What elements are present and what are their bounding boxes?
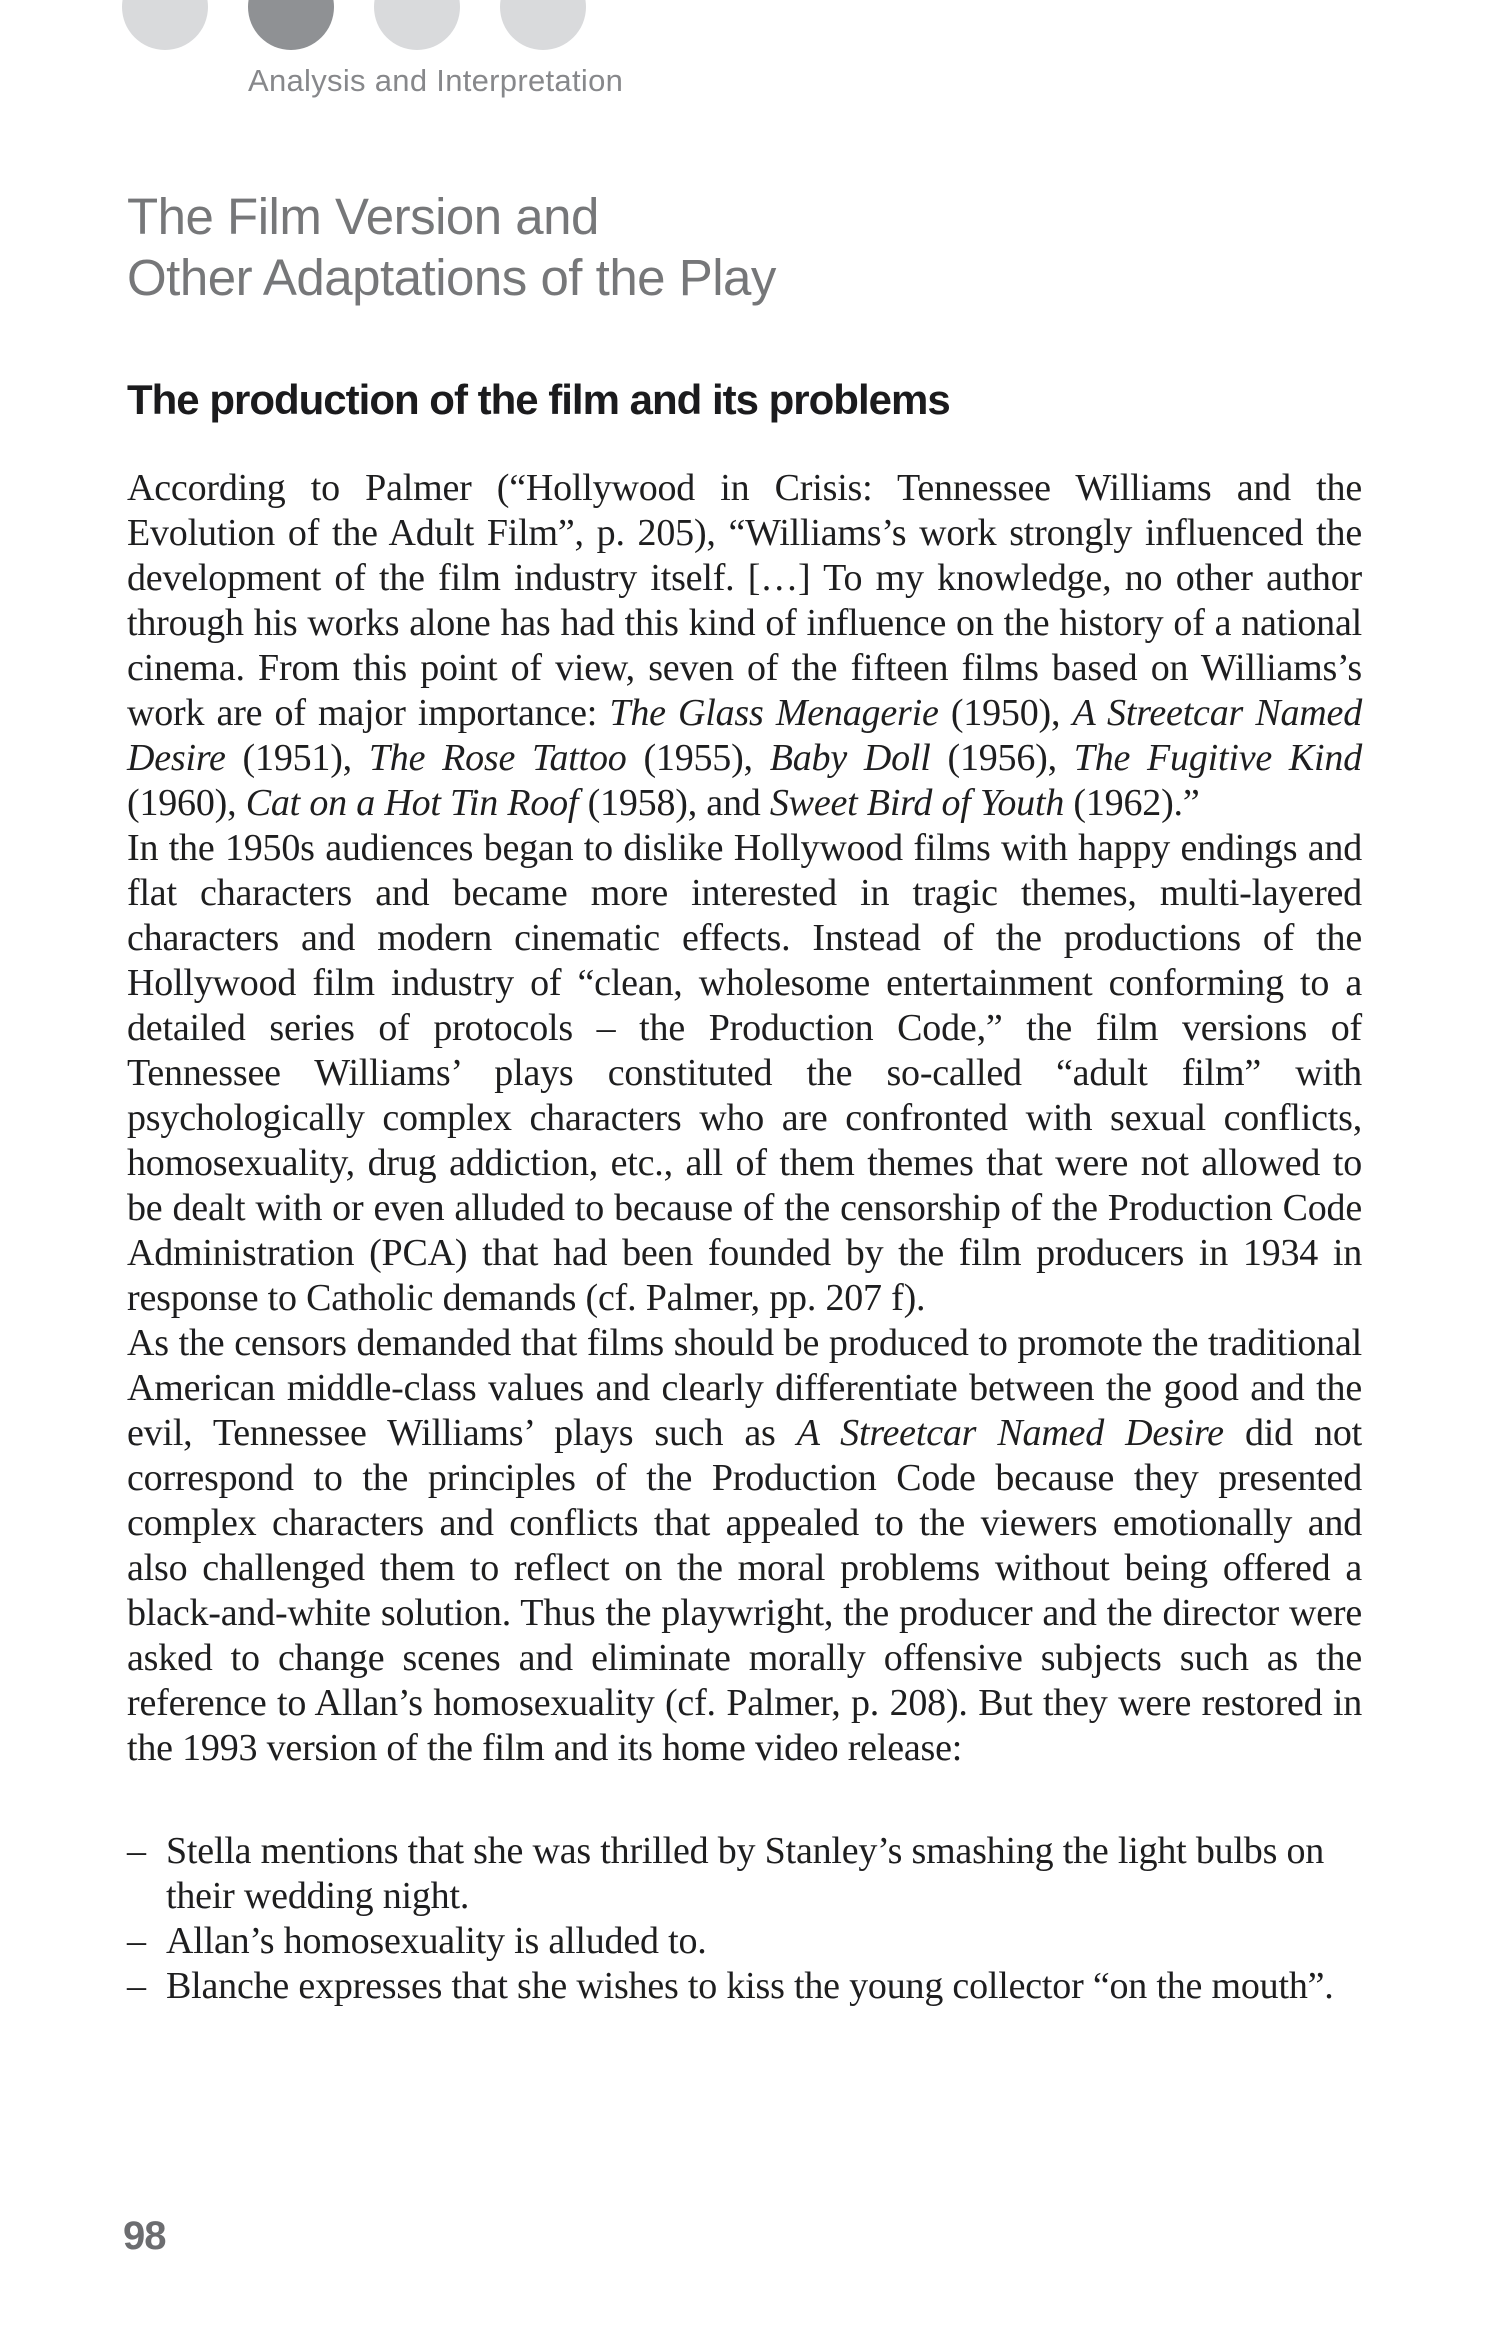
film-title-italic: Baby Doll bbox=[769, 737, 931, 779]
section-dot-3 bbox=[374, 0, 460, 50]
section-dot-1 bbox=[122, 0, 208, 50]
section-dots bbox=[122, 0, 586, 50]
body-paragraph-2 bbox=[127, 826, 1362, 1321]
body-text bbox=[127, 466, 1362, 2009]
body-run: (1955), bbox=[626, 737, 770, 779]
list-item-1 bbox=[127, 1829, 1362, 1919]
chapter-title bbox=[127, 186, 776, 308]
chapter-title-line-1: The Film Version and bbox=[127, 188, 599, 245]
list-item-2 bbox=[127, 1919, 1362, 1964]
body-run: (1951), bbox=[225, 737, 369, 779]
section-dot-4 bbox=[500, 0, 586, 50]
section-dot-2-active bbox=[248, 0, 334, 50]
bullet-dash-marker: – bbox=[127, 1965, 146, 2007]
body-run: (1958), and bbox=[578, 782, 770, 824]
list-item-text: Blanche expresses that she wishes to kiss the young collector “on the mouth”. bbox=[166, 1965, 1334, 2007]
film-title-italic: The Glass Menagerie bbox=[609, 692, 939, 734]
film-title-italic: A Streetcar Named Desire bbox=[796, 1412, 1224, 1454]
bullet-dash-marker: – bbox=[127, 1830, 146, 1872]
bullet-dash-marker: – bbox=[127, 1920, 146, 1962]
body-run: (1960), bbox=[127, 782, 246, 824]
section-heading: The production of the film and its problems bbox=[127, 376, 950, 423]
bullet-list bbox=[127, 1829, 1362, 2009]
body-run: (1962).” bbox=[1064, 782, 1200, 824]
film-title-italic: Sweet Bird of Youth bbox=[769, 782, 1065, 824]
running-header-section-label: Analysis and Interpretation bbox=[248, 63, 624, 98]
body-run: According to Palmer (“Hollywood in Crisis: Tennessee Williams and the Evolution of the Adult Film”, p. 205), “Williams’s work strongly influenced the development of the film industry itself. […] To my knowledge, no other author through his works alone has had this kind of influence on the history of a national cinema. From this point of view, seven of the fifteen films based on Williams’s work are of major importance: bbox=[127, 467, 1362, 734]
film-title-italic: The Rose Tattoo bbox=[368, 737, 627, 779]
body-run: As the censors demanded that films should be produced to promote the traditional American middle-class values and clearly differentiate between the good and the evil, Tennessee Williams’ plays such as bbox=[127, 1322, 1362, 1454]
list-item-3 bbox=[127, 1964, 1362, 2009]
list-item-text: Stella mentions that she was thrilled by Stanley’s smashing the light bulbs on their wedding night. bbox=[166, 1830, 1325, 1917]
list-item-text: Allan’s homosexuality is alluded to. bbox=[166, 1920, 707, 1962]
page-number: 98 bbox=[123, 2214, 166, 2258]
film-title-italic: Cat on a Hot Tin Roof bbox=[245, 782, 579, 824]
body-run: In the 1950s audiences began to dislike Hollywood films with happy endings and flat characters and became more interested in tragic themes, multi-layered characters and modern cinematic effects. Instead of the productions of the Hollywood film industry of “clean, wholesome entertainment conforming to a detailed series of protocols – the Production Code,” the film versions of Tennessee Williams’ plays constituted the so-called “adult film” with psychologically complex characters who are confronted with sexual conflicts, homosexuality, drug addiction, etc., all of them themes that were not allowed to be dealt with or even alluded to because of the censorship of the Production Code Administration (PCA) that had been founded by the film producers in 1934 in response to Catholic demands (cf. Palmer, pp. 207 f). bbox=[127, 827, 1362, 1319]
chapter-title-line-2: Other Adaptations of the Play bbox=[127, 249, 776, 306]
body-run: (1950), bbox=[938, 692, 1073, 734]
body-run: (1956), bbox=[930, 737, 1074, 779]
film-title-italic: A Streetcar Named Desire bbox=[127, 692, 1362, 779]
body-paragraph-3 bbox=[127, 1321, 1362, 1771]
body-paragraph-1 bbox=[127, 466, 1362, 826]
body-run: did not correspond to the principles of the Production Code because they presented complex characters and conflicts that appealed to the viewers emotionally and also challenged them to reflect on the moral problems without being offered a black-and-white solution. Thus the playwright, the producer and the director were asked to change scenes and eliminate morally offensive subjects such as the reference to Allan’s homosexuality (cf. Palmer, p. 208). But they were restored in the 1993 version of the film and its home video release: bbox=[127, 1412, 1362, 1769]
film-title-italic: The Fugitive Kind bbox=[1073, 737, 1363, 779]
